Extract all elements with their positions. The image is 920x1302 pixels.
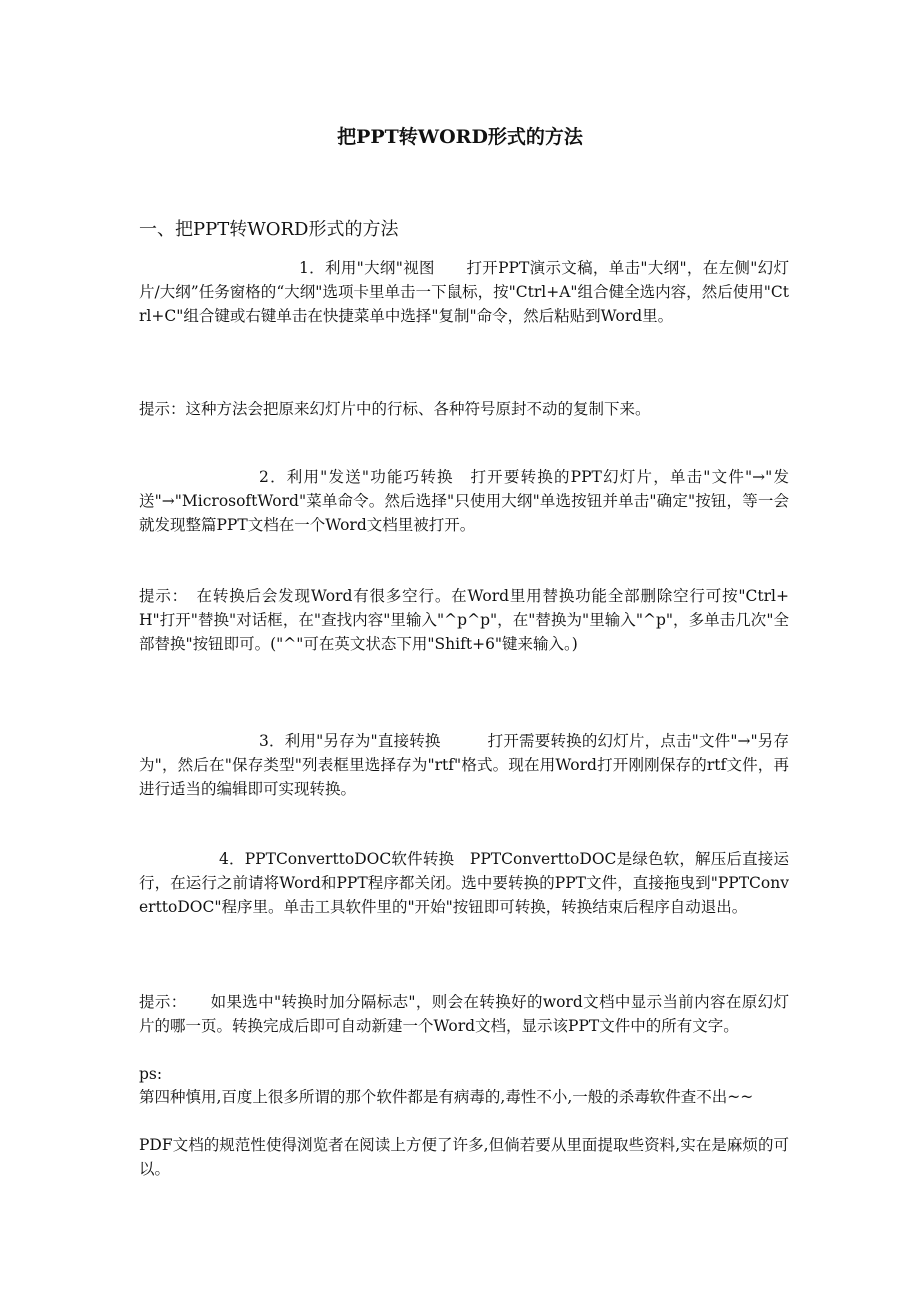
paragraph-tip-3: 提示： 如果选中"转换时加分隔标志"，则会在转换好的word文档中显示当前内容在原幻灯片的哪一页。转换完成后即可自动新建一个Word文档，显示该PPT文件中的所有文字。 (139, 993, 789, 1035)
paragraph-ps-note: 第四种慎用,百度上很多所谓的那个软件都是有病毒的,毒性不小,一般的杀毒软件查不出~~ (139, 1088, 754, 1106)
paragraph-method-1: 1．利用"大纲"视图 打开PPT演示文稿，单击"大纲"，在左侧"幻灯片/大纲”任务窗格的“大纲"选项卡里单击一下鼠标，按"Ctrl+A"组合健全选内容，然后使用"Ctrl+C"组合键或右键单击在快捷菜单中选择"复制"命令，然后粘贴到Word里。 (139, 259, 789, 325)
section-heading: 一、把PPT转WORD形式的方法 (139, 219, 399, 240)
document-title: 把PPT转WORD形式的方法 (337, 126, 583, 148)
paragraph-method-4: 4．PPTConverttoDOC软件转换 PPTConverttoDOC是绿色软，解压后直接运行，在运行之前请将Word和PPT程序都关闭。选中要转换的PPT文件，直接拖曳到"PPTConverttoDOC"程序里。单击工具软件里的"开始"按钮即可转换，转换结束后程序自动退出。 (139, 850, 789, 916)
paragraph-tip-2: 提示： 在转换后会发现Word有很多空行。在Word里用替换功能全部删除空行可按"Ctrl+H"打开"替换"对话框，在"查找内容"里输入"^p^p"，在"替换为"里输入"^p"，多单击几次"全部替换"按钮即可。("^"可在英文状态下用"Shift+6"键来输入。) (139, 587, 789, 653)
paragraph-ps-label: ps: (139, 1065, 163, 1083)
paragraph-pdf-note: PDF文档的规范性使得浏览者在阅读上方便了许多,但倘若要从里面提取些资料,实在是麻烦的可以。 (139, 1136, 789, 1178)
paragraph-tip-1: 提示：这种方法会把原来幻灯片中的行标、各种符号原封不动的复制下来。 (139, 400, 651, 418)
paragraph-method-2: 2．利用"发送"功能巧转换 打开要转换的PPT幻灯片，单击"文件"→"发送"→"MicrosoftWord"菜单命令。然后选择"只使用大纲"单选按钮并单击"确定"按钮，等一会就发现整篇PPT文档在一个Word文档里被打开。 (139, 468, 789, 534)
paragraph-method-3: 3．利用"另存为"直接转换 打开需要转换的幻灯片，点击"文件"→"另存为"，然后在"保存类型"列表框里选择存为"rtf"格式。现在用Word打开刚刚保存的rtf文件，再进行适当的编辑即可实现转换。 (139, 732, 789, 798)
